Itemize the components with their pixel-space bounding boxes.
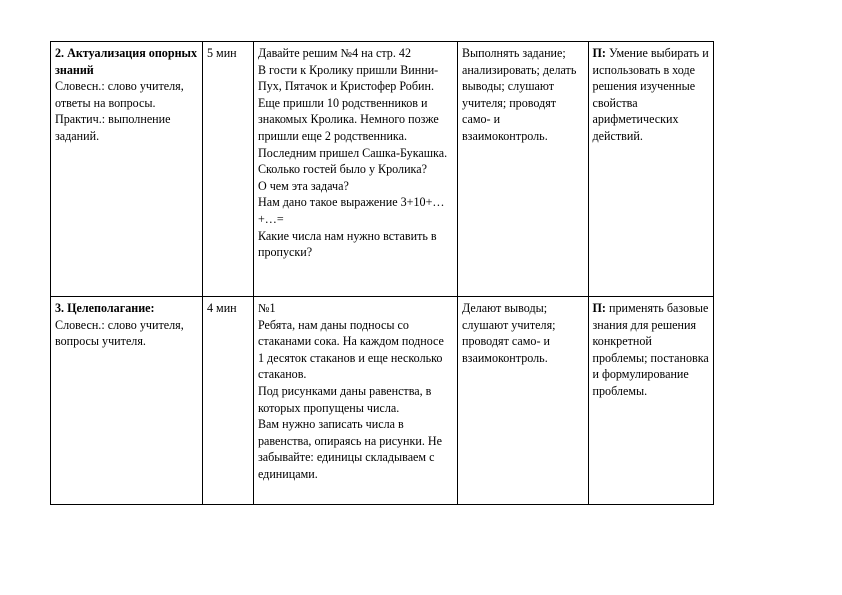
stage-method-text: Словесн.: слово учителя, ответы на вопросы. (55, 79, 184, 110)
result-lead: П: (592, 301, 606, 315)
activity-cell (457, 297, 588, 505)
stage-method-text: Практич.: выполнение заданий. (55, 112, 171, 143)
result-cell (588, 42, 713, 297)
task-line: Ребята, нам даны подносы со стаканами сока. На каждом подносе 1 десяток стаканов и еще несколько стаканов. (257, 317, 444, 382)
time-text: 5 мин (206, 46, 237, 60)
lesson-plan-table (50, 41, 714, 505)
activity-cell (457, 42, 588, 297)
task-line: Вам нужно записать числа в равенства, опираясь на рисунки. Не забывайте: единицы складываем с единицами. (257, 417, 442, 481)
result-text: применять базовые знания для решения конкретной проблемы; постановка и формулирование проблемы. (592, 301, 709, 398)
stage-cell (51, 42, 203, 297)
table-row (51, 42, 714, 297)
task-line: Под рисунками даны равенства, в которых пропущены числа. (257, 383, 432, 415)
task-line: №1 (257, 301, 276, 315)
task-cell (253, 297, 457, 505)
result-cell (588, 297, 713, 505)
task-line: В гости к Кролику пришли Винни- Пух, Пятачок и Кристофер Робин. Еще пришли 10 родственников и знакомых Кролика. Немного позже пришли еще 2 родственника. Последним пришел Сашка-Букашка. Сколько гостей было у Кролика? (257, 62, 448, 177)
table-row (51, 297, 714, 505)
activity-text: Делают выводы; слушают учителя; проводят само- и взаимоконтроль. (461, 301, 556, 365)
activity-text: Выполнять задание; анализировать; делать выводы; слушают учителя; проводят само- и взаимоконтроль. (461, 46, 577, 143)
time-cell (202, 297, 253, 505)
task-line: Какие числа нам нужно вставить в пропуски? (257, 228, 437, 260)
task-line: О чем эта задача? (257, 178, 349, 193)
result-text: Умение выбирать и использовать в ходе решения изученные свойства арифметических действий. (592, 46, 709, 143)
task-line: Давайте решим №4 на стр. 42 (257, 46, 411, 60)
time-cell (202, 42, 253, 297)
stage-title: 3. Целеполагание: (55, 301, 155, 315)
stage-method-text: Словесн.: слово учителя, вопросы учителя. (55, 317, 184, 349)
stage-title: 2. Актуализация опорных знаний (55, 46, 198, 77)
task-cell (253, 42, 457, 297)
stage-cell (51, 297, 203, 505)
result-lead: П: (592, 46, 606, 60)
task-line: Нам дано такое выражение 3+10+…+…= (257, 195, 445, 226)
time-text: 4 мин (206, 301, 237, 315)
